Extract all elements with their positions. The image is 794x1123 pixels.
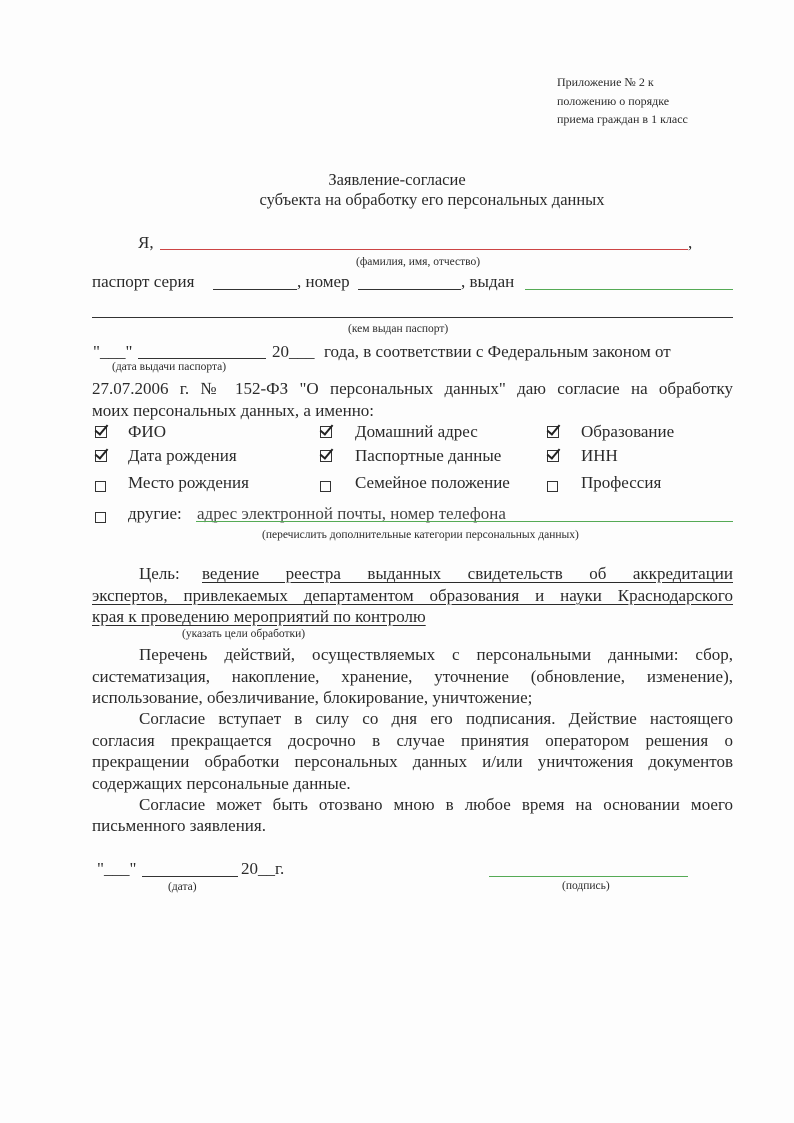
i-label: Я, bbox=[138, 233, 154, 252]
issue-date-hint: (дата выдачи паспорта) bbox=[112, 361, 227, 373]
category-marital-status-label: Семейное положение bbox=[355, 473, 510, 492]
law-line-2: моих персональных данных, а именно: bbox=[92, 401, 375, 420]
checkbox-passport-data[interactable] bbox=[320, 450, 332, 462]
other-label: другие: bbox=[128, 504, 182, 523]
category-fio-label: ФИО bbox=[128, 422, 166, 441]
category-home-address-label: Домашний адрес bbox=[355, 422, 478, 441]
checkbox-birth-date[interactable] bbox=[95, 450, 107, 462]
revoke-line-1: Согласие может быть отозвано мною в любое время на основании моего bbox=[139, 795, 733, 814]
title-line-1: Заявление-согласие bbox=[328, 170, 466, 189]
fio-line[interactable] bbox=[160, 249, 688, 250]
validity-line-4: содержащих персональные данные. bbox=[92, 774, 351, 793]
issue-date-month-line[interactable] bbox=[138, 358, 266, 359]
checkbox-inn[interactable] bbox=[547, 450, 559, 462]
validity-line-2: согласия прекращается досрочно в случае принятия оператором решения о bbox=[92, 731, 733, 750]
fio-hint: (фамилия, имя, отчество) bbox=[356, 256, 481, 268]
issued-line-1[interactable] bbox=[525, 289, 733, 290]
other-hint: (перечислить дополнительные категории персональных данных) bbox=[262, 529, 579, 541]
checkbox-fio[interactable] bbox=[95, 426, 107, 438]
actions-line-1: Перечень действий, осуществляемых с персональными данными: сбор, bbox=[139, 645, 733, 664]
issued-by-hint: (кем выдан паспорт) bbox=[348, 323, 449, 335]
issued-line-2[interactable] bbox=[92, 317, 733, 318]
issued-label: , выдан bbox=[461, 272, 515, 291]
footer-year: 20__г. bbox=[241, 859, 285, 878]
issue-date-quote: "___" bbox=[93, 342, 133, 361]
passport-series-label: паспорт серия bbox=[92, 272, 195, 291]
appendix-line-2: положению о порядке bbox=[557, 94, 670, 108]
category-education-label: Образование bbox=[581, 422, 675, 441]
signature-hint: (подпись) bbox=[562, 880, 610, 892]
checkbox-education[interactable] bbox=[547, 426, 559, 438]
validity-line-3: прекращении обработки персональных данных и/или уничтожения документов bbox=[92, 752, 733, 771]
revoke-line-2: письменного заявления. bbox=[92, 816, 266, 835]
category-birth-date-label: Дата рождения bbox=[128, 446, 237, 465]
purpose-label: Цель: bbox=[139, 564, 180, 583]
appendix-line-1: Приложение № 2 к bbox=[557, 75, 654, 89]
footer-date-line[interactable] bbox=[142, 876, 238, 877]
appendix-line-3: приема граждан в 1 класс bbox=[557, 112, 688, 126]
law-line-1: 27.07.2006 г. № 152-ФЗ "О персональных данных" даю согласие на обработку bbox=[92, 379, 733, 398]
other-line bbox=[196, 521, 733, 522]
category-inn-label: ИНН bbox=[581, 446, 618, 465]
purpose-line-2: экспертов, привлекаемых департаментом образования и науки Краснодарского bbox=[92, 586, 733, 605]
number-label: , номер bbox=[297, 272, 350, 291]
other-value[interactable]: адрес электронной почты, номер телефона bbox=[197, 504, 506, 523]
purpose-line-3: края к проведению мероприятий по контролю bbox=[92, 607, 426, 626]
footer-date-hint: (дата) bbox=[168, 881, 197, 893]
category-passport-data-label: Паспортные данные bbox=[355, 446, 502, 465]
purpose-line-1: ведение реестра выданных свидетельств об аккредитации bbox=[202, 564, 733, 583]
issue-year-prefix: 20___ bbox=[272, 342, 315, 361]
checkbox-other[interactable] bbox=[95, 512, 106, 523]
validity-line-1: Согласие вступает в силу со дня его подписания. Действие настоящего bbox=[139, 709, 733, 728]
checkbox-home-address[interactable] bbox=[320, 426, 332, 438]
purpose-hint: (указать цели обработки) bbox=[182, 628, 306, 640]
i-comma: , bbox=[688, 233, 693, 252]
passport-series-line[interactable] bbox=[213, 289, 297, 290]
checkbox-marital-status[interactable] bbox=[320, 481, 331, 492]
category-birth-place-label: Место рождения bbox=[128, 473, 249, 492]
checkbox-profession[interactable] bbox=[547, 481, 558, 492]
footer-date-quote: "___" bbox=[97, 859, 137, 878]
issue-date-suffix: года, в соответствии с Федеральным законом от bbox=[324, 342, 671, 361]
title-line-2: субъекта на обработку его персональных данных bbox=[259, 190, 605, 209]
passport-number-line[interactable] bbox=[358, 289, 461, 290]
checkbox-birth-place[interactable] bbox=[95, 481, 106, 492]
actions-line-2: систематизация, накопление, хранение, уточнение (обновление, изменение), bbox=[92, 667, 733, 686]
signature-line[interactable] bbox=[489, 876, 688, 877]
actions-line-3: использование, обезличивание, блокирование, уничтожение; bbox=[92, 688, 533, 707]
category-profession-label: Профессия bbox=[581, 473, 662, 492]
